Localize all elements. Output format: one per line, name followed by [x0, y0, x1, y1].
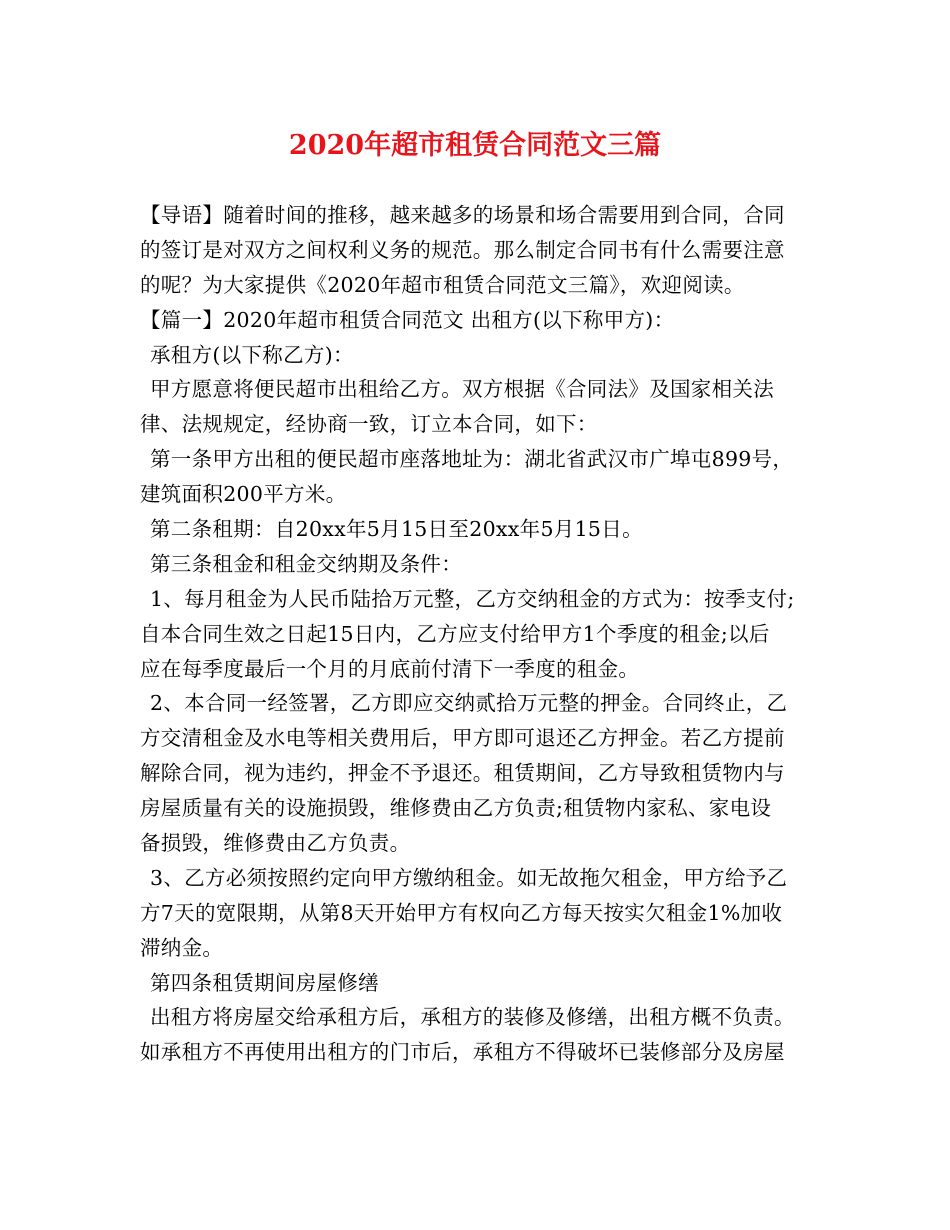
paragraph-line: 第三条租金和租金交纳期及条件：	[150, 551, 462, 576]
paragraph-line: 律、法规规定，经协商一致，订立本合同，如下：	[140, 412, 598, 437]
document-title: 2020年超市租赁合同范文三篇	[288, 130, 662, 161]
paragraph-line: 2、本合同一经签署，乙方即应交纳贰拾万元整的押金。合同终止，乙	[150, 691, 788, 716]
paragraph-line: 方交清租金及水电等相关费用后，甲方即可退还乙方押金。若乙方提前	[140, 726, 785, 751]
paragraph-line: 【导语】随着时间的推移，越来越多的场景和场合需要用到合同，合同	[140, 203, 785, 227]
paragraph-line: 甲方愿意将便民超市出租给乙方。双方根据《合同法》及国家相关法	[150, 377, 774, 402]
paragraph-line: 滞纳金。	[140, 935, 224, 960]
paragraph-line: 建筑面积200平方米。	[140, 482, 347, 507]
paragraph-line: 方7天的宽限期，从第8天开始甲方有权向乙方每天按实欠租金1%加收	[140, 900, 783, 925]
document-body	[140, 198, 830, 1070]
paragraph-line: 备损毁，维修费由乙方负责。	[140, 831, 411, 856]
paragraph-line: 房屋质量有关的设施损毁，维修费由乙方负责;租赁物内家私、家电设	[140, 796, 772, 821]
paragraph-line: 第一条甲方出租的便民超市座落地址为：湖北省武汉市广埠屯899号，	[150, 447, 794, 472]
paragraph-line: 承租方(以下称乙方)：	[150, 342, 354, 367]
paragraph-line: 的签订是对双方之间权利义务的规范。那么制定合同书有什么需要注意	[140, 237, 785, 262]
paragraph-line: 1、每月租金为人民币陆拾万元整，乙方交纳租金的方式为：按季支付;	[150, 586, 795, 611]
paragraph-line: 3、乙方必须按照约定向甲方缴纳租金。如无故拖欠租金，甲方给予乙	[150, 865, 788, 890]
section-heading-line: 【篇一】2020年超市租赁合同范文 出租方(以下称甲方)：	[140, 307, 675, 332]
paragraph-line: 解除合同，视为违约，押金不予退还。租赁期间，乙方导致租赁物内与	[140, 761, 785, 786]
paragraph-line: 如承租方不再使用出租方的门市后，承租方不得破坏已装修部分及房屋	[140, 1040, 785, 1065]
paragraph-line: 第二条租期：自20xx年5月15日至20xx年5月15日。	[150, 517, 643, 542]
paragraph-line: 第四条租赁期间房屋修缮	[150, 970, 379, 995]
paragraph-line: 应在每季度最后一个月的月底前付清下一季度的租金。	[140, 656, 640, 681]
paragraph-line: 的呢？为大家提供《2020年超市租赁合同范文三篇》，欢迎阅读。	[140, 272, 745, 297]
paragraph-line: 自本合同生效之日起15日内，乙方应支付给甲方1个季度的租金;以后	[140, 621, 770, 646]
paragraph-line: 出租方将房屋交给承租方后，承租方的装修及修缮，出租方概不负责。	[150, 1005, 795, 1030]
